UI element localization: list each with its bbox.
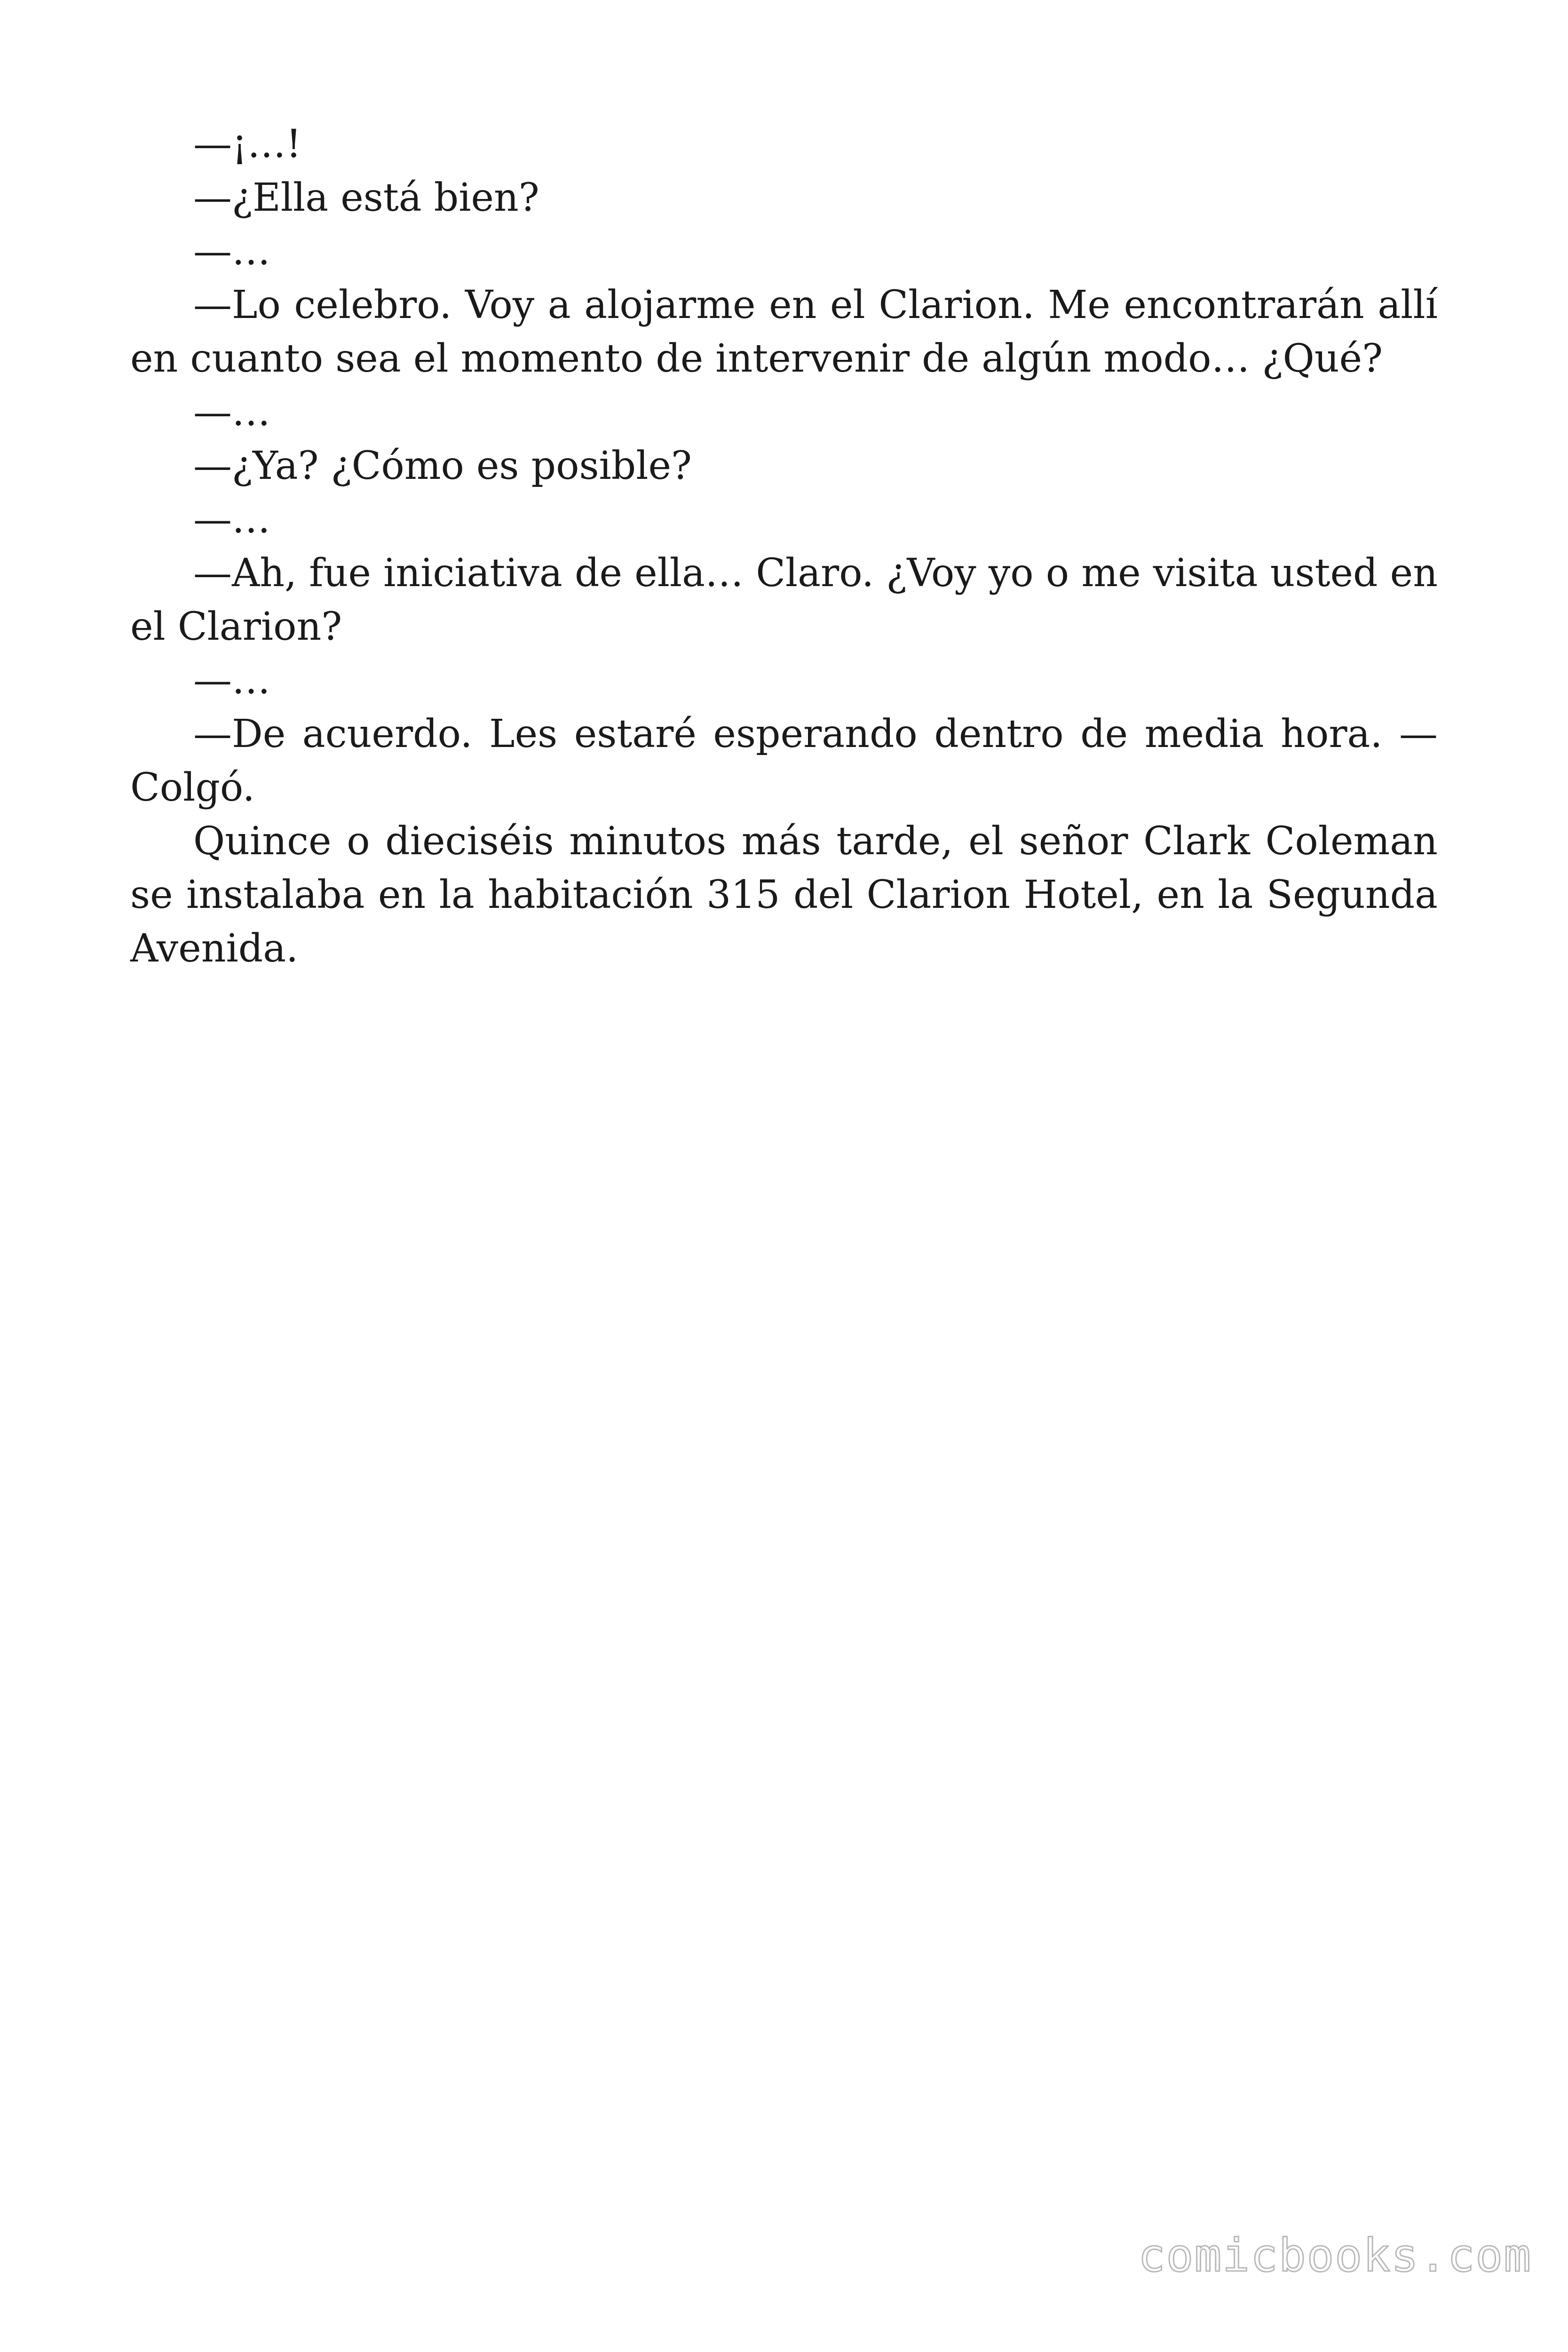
dialogue-line: —¿Ella está bien? bbox=[193, 175, 539, 220]
page-body bbox=[130, 118, 1438, 976]
narrative-paragraph: Quince o dieciséis minutos más tarde, el señor Clark Coleman se instalaba en la habitación 315 del Clarion Hotel, en la Segunda Avenida. bbox=[130, 819, 1438, 971]
dialogue-line: —De acuerdo. Les estaré esperando dentro de media hora. —Colgó. bbox=[130, 712, 1438, 810]
dialogue-line: —¿Ya? ¿Cómo es posible? bbox=[193, 444, 692, 488]
dialogue-line: —¡…! bbox=[193, 122, 301, 167]
dialogue-line: —… bbox=[193, 497, 270, 542]
dialogue-line: —Lo celebro. Voy a alojarme en el Clarion. Me encontrarán allí en cuanto sea el momento de intervenir de algún modo… ¿Qué? bbox=[130, 283, 1438, 381]
dialogue-line: —… bbox=[193, 390, 270, 435]
dialogue-line: —Ah, fue iniciativa de ella… Claro. ¿Voy yo o me visita usted en el Clarion? bbox=[130, 551, 1438, 649]
dialogue-line: —… bbox=[193, 658, 270, 703]
watermark-logo: comicbooks.com bbox=[1138, 2229, 1532, 2282]
dialogue-line: —… bbox=[193, 229, 270, 274]
